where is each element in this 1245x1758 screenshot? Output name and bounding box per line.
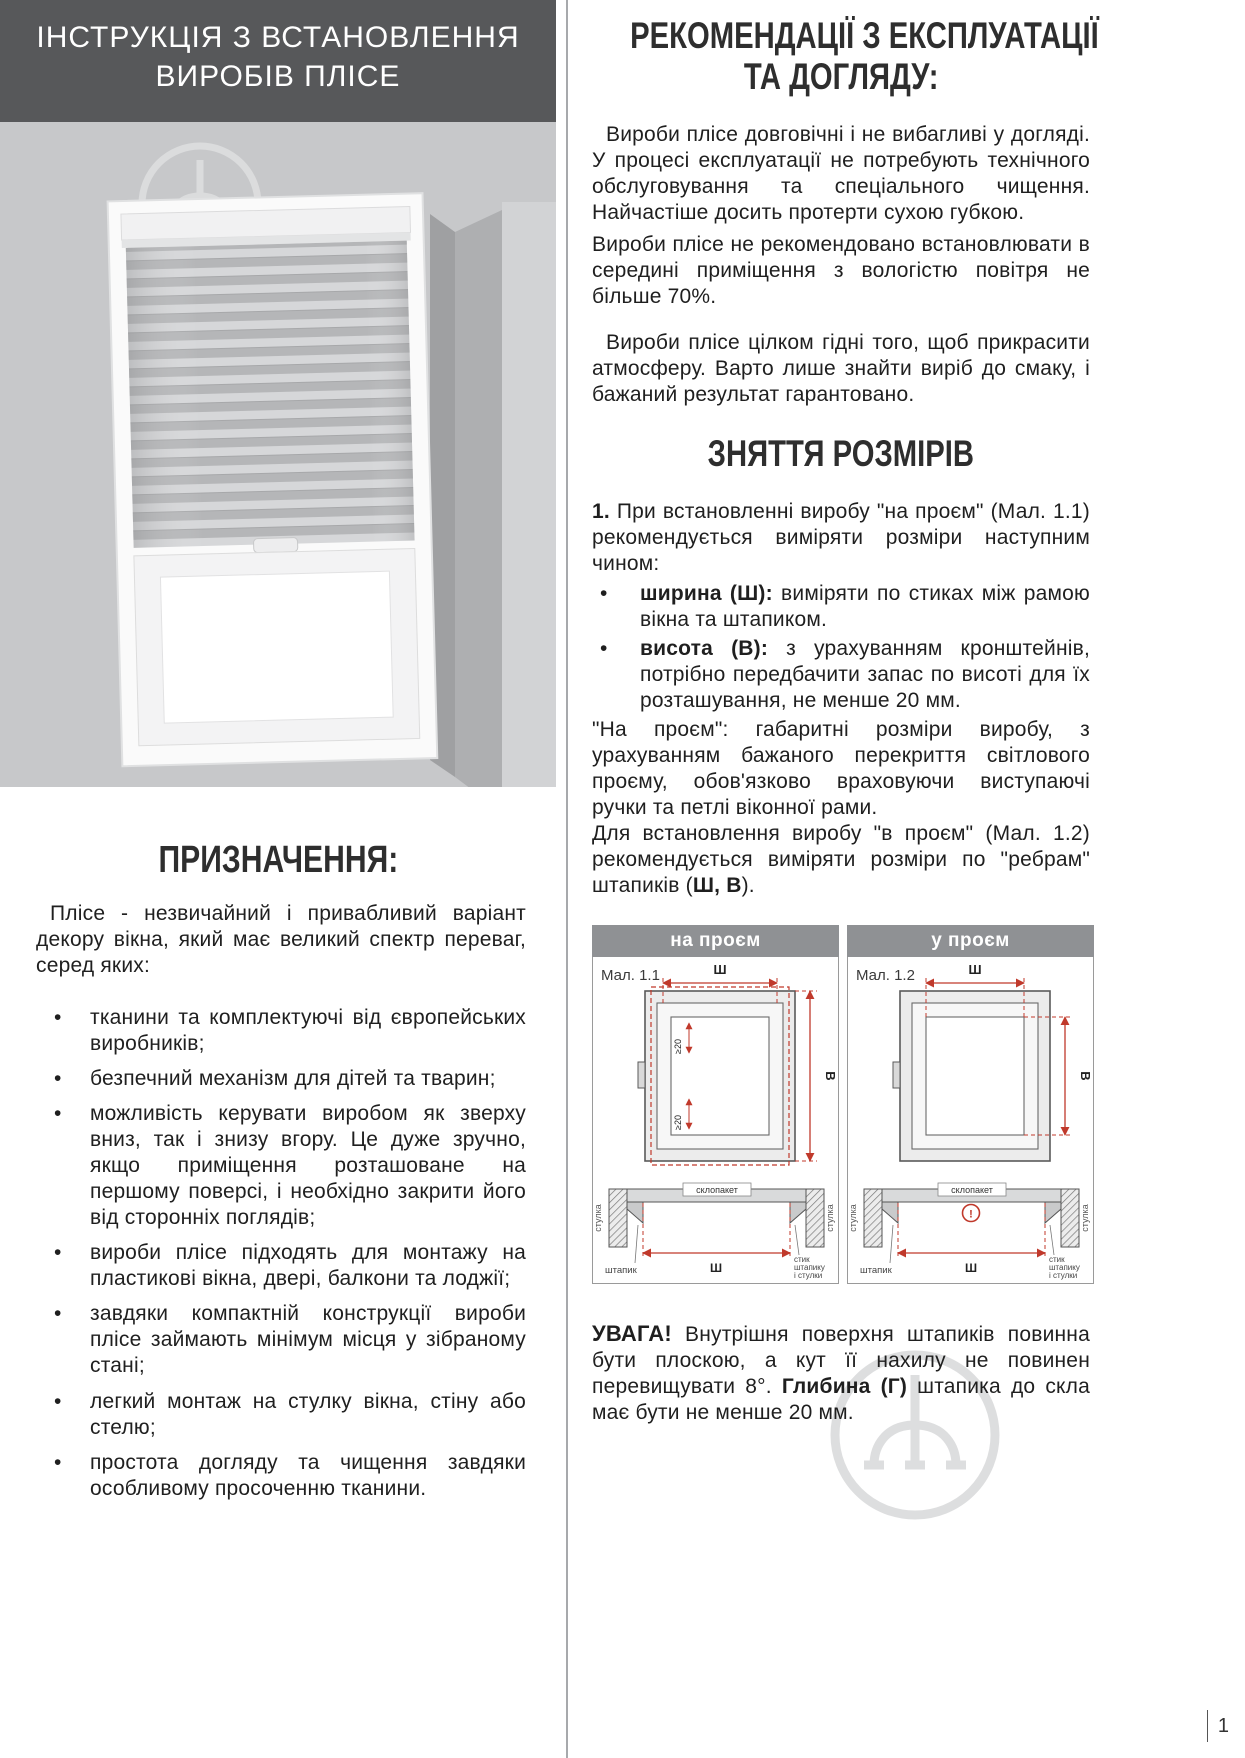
joint-label: і стулки — [1049, 1271, 1078, 1281]
sash-label: стулка — [1080, 1204, 1090, 1232]
list-item: • легкий монтаж на стулку вікна, стіну або стелю; — [90, 1389, 526, 1441]
blind-handle — [253, 538, 297, 553]
left-column — [0, 0, 556, 1511]
v-proem-paragraph: Для встановлення виробу "в проєм" (Мал. 1.2) рекомендується виміряти розміри по "ребрам" штапиків (Ш, В). — [592, 822, 1090, 898]
window-glass — [160, 571, 393, 723]
width-bullet: • ширина (Ш): виміряти по стиках між рамою вікна та штапиком. — [640, 581, 1090, 633]
attention-label: УВАГА! — [592, 1321, 672, 1347]
attention-paragraph: УВАГА! Внутрішня поверхня штапиків повинна бути плоскою, а кут її нахилу не повинен перевищувати 8°. Глибина (Г) штапика до скла має бути не менше 20 мм. — [592, 1321, 1090, 1425]
list-item: • можливість керувати виробом як зверху вниз, так і знизу вгору. Це дуже зручно, якщо приміщення розташоване на першому поверсі, і необхідно закрити його від сторонніх поглядів; — [90, 1101, 526, 1231]
window-handle — [893, 1062, 900, 1088]
diagram-2-body — [847, 957, 1094, 1284]
care-paragraph-1: Вироби плісе довговічні і не вибагливі у догляді. У процесі експлуатації не потребують технічного обслуговування та спеціального чищення. Найчастіше досить протерти сухою губкою. — [592, 122, 1090, 224]
care-paragraph-3: Вироби плісе цілком гідні того, щоб прикрасити атмосферу. Варто лише знайти виріб до смаку, і бажаний результат гарантовано. — [592, 330, 1090, 406]
diagram-2-header: у проєм — [847, 925, 1094, 957]
joint-label: штапику — [794, 1263, 825, 1273]
clearance-label: ≥20 — [673, 1115, 683, 1131]
na-proem-paragraph: "На проєм": габаритні розміри виробу, з урахуванням бажаного перекриття світлового проєму, обов'язково враховуючи виступаючі ручки та петлі віконної рами. — [592, 717, 1090, 820]
height-bullet: • висота (В): з урахуванням кронштейнів, потрібно передбачити запас по висоті для їх розташування, не менше 20 мм. — [640, 636, 1090, 714]
list-item: • безпечний механізм для дітей та тварин; — [90, 1066, 526, 1092]
joint-label: штапику — [1049, 1263, 1080, 1273]
sash-label: стулка — [825, 1204, 835, 1232]
sash-label: стулка — [593, 1204, 603, 1232]
height-dim-label: В — [823, 1071, 838, 1081]
section-width-label: Ш — [964, 1261, 978, 1276]
diagram-na-proem — [592, 925, 839, 1284]
page-number: 1 — [1207, 1710, 1229, 1742]
diagrams-row — [592, 925, 1093, 1284]
purpose-intro: Плісе - незвичайний і привабливий варіант декору вікна, який має великий спектр переваг, серед яких: — [36, 902, 526, 978]
sash-label: стулка — [848, 1204, 858, 1232]
purpose-title: ПРИЗНАЧЕННЯ: — [158, 838, 398, 881]
figure-label: Мал. 1.2 — [856, 967, 915, 985]
glazing-label: склопакет — [951, 1185, 993, 1196]
warning-mark: ! — [969, 1208, 973, 1221]
care-title: РЕКОМЕНДАЦІЇ З ЕКСПЛУАТАЦІЇ ТА ДОГЛЯДУ: — [630, 15, 1099, 98]
left-header — [0, 0, 556, 122]
list-item: • вироби плісе підходять для монтажу на пластикові вікна, двері, балкони та лоджії; — [90, 1240, 526, 1292]
left-header-line-2: ВИРОБІВ ПЛІСЕ — [155, 60, 401, 93]
window-handle — [638, 1062, 645, 1088]
purpose-bullets — [0, 1005, 526, 1502]
diagram-1-body — [592, 957, 839, 1284]
recess-shadow — [455, 210, 502, 787]
measuring-bullets — [592, 581, 1090, 714]
joint-label: стик — [1049, 1255, 1065, 1265]
diagram-2-figure — [848, 957, 1093, 1283]
step-number: 1. — [592, 499, 610, 523]
glazing-label: склопакет — [696, 1185, 738, 1196]
bead-label: штапик — [860, 1265, 892, 1277]
bead-label: штапик — [605, 1265, 637, 1277]
column-divider — [566, 0, 568, 1758]
diagram-1-header: на проєм — [592, 925, 839, 957]
window-frame — [108, 193, 438, 766]
left-header-line-1: ІНСТРУКЦІЯ З ВСТАНОВЛЕННЯ — [36, 21, 520, 54]
side-wall — [502, 202, 556, 787]
height-dim-label: В — [1078, 1071, 1093, 1081]
width-dim-label: Ш — [713, 962, 727, 978]
clearance-label: ≥20 — [673, 1039, 683, 1055]
care-paragraph-2: Вироби плісе не рекомендовано встановлювати в середині приміщення з вологістю повітря не більше 70%. — [592, 232, 1090, 308]
window-photo — [0, 122, 556, 787]
figure-label: Мал. 1.1 — [601, 967, 660, 985]
diagram-1-figure — [593, 957, 838, 1283]
section-width-label: Ш — [709, 1261, 723, 1276]
joint-label: і стулки — [794, 1271, 823, 1281]
list-item: • завдяки компактній конструкції вироби плісе займають мінімум місця у зібраному стані; — [90, 1301, 526, 1379]
list-item: • простота догляду та чищення завдяки особливому просоченню тканини. — [90, 1450, 526, 1502]
measuring-step-1: 1. При встановленні виробу "на проєм" (Мал. 1.1) рекомендується виміряти розміри наступним чином: — [592, 499, 1090, 575]
width-dim-label: Ш — [968, 962, 982, 978]
measuring-title: ЗНЯТТЯ РОЗМІРІВ — [707, 433, 975, 475]
joint-label: стик — [794, 1255, 810, 1265]
list-item: • тканини та комплектуючі від європейських виробників; — [90, 1005, 526, 1057]
right-column — [592, 0, 1099, 1426]
diagram-u-proem — [847, 925, 1094, 1284]
